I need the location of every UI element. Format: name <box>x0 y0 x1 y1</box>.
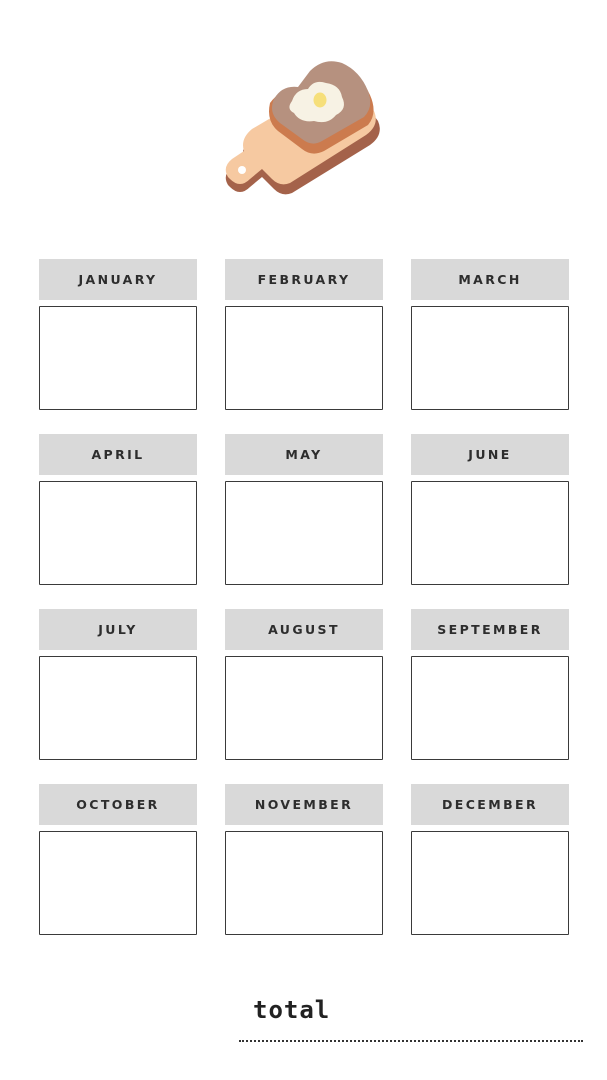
month-entry-box[interactable] <box>39 306 197 410</box>
month-entry-box[interactable] <box>411 306 569 410</box>
month-february <box>225 259 383 410</box>
month-entry-box[interactable] <box>225 481 383 585</box>
handle-hole <box>238 166 246 174</box>
month-label: MAY <box>225 434 383 475</box>
month-label: FEBRUARY <box>225 259 383 300</box>
month-entry-box[interactable] <box>39 481 197 585</box>
month-july <box>39 609 197 760</box>
toast-on-cutting-board-icon <box>222 55 384 205</box>
month-entry-box[interactable] <box>225 831 383 935</box>
egg-yolk <box>314 93 327 108</box>
month-august <box>225 609 383 760</box>
month-entry-box[interactable] <box>225 656 383 760</box>
month-label: JUNE <box>411 434 569 475</box>
month-label: OCTOBER <box>39 784 197 825</box>
month-label: APRIL <box>39 434 197 475</box>
month-november <box>225 784 383 935</box>
month-june <box>411 434 569 585</box>
month-label: AUGUST <box>225 609 383 650</box>
month-entry-box[interactable] <box>411 481 569 585</box>
month-grid <box>39 259 569 935</box>
total-entry-line[interactable] <box>239 1040 583 1042</box>
month-september <box>411 609 569 760</box>
month-label: JANUARY <box>39 259 197 300</box>
month-october <box>39 784 197 935</box>
month-january <box>39 259 197 410</box>
month-entry-box[interactable] <box>411 831 569 935</box>
month-entry-box[interactable] <box>39 831 197 935</box>
month-april <box>39 434 197 585</box>
month-label: NOVEMBER <box>225 784 383 825</box>
month-entry-box[interactable] <box>411 656 569 760</box>
month-label: DECEMBER <box>411 784 569 825</box>
month-march <box>411 259 569 410</box>
month-label: JULY <box>39 609 197 650</box>
total-label: total <box>253 996 331 1024</box>
month-may <box>225 434 383 585</box>
month-label: MARCH <box>411 259 569 300</box>
month-entry-box[interactable] <box>39 656 197 760</box>
month-december <box>411 784 569 935</box>
month-label: SEPTEMBER <box>411 609 569 650</box>
month-entry-box[interactable] <box>225 306 383 410</box>
